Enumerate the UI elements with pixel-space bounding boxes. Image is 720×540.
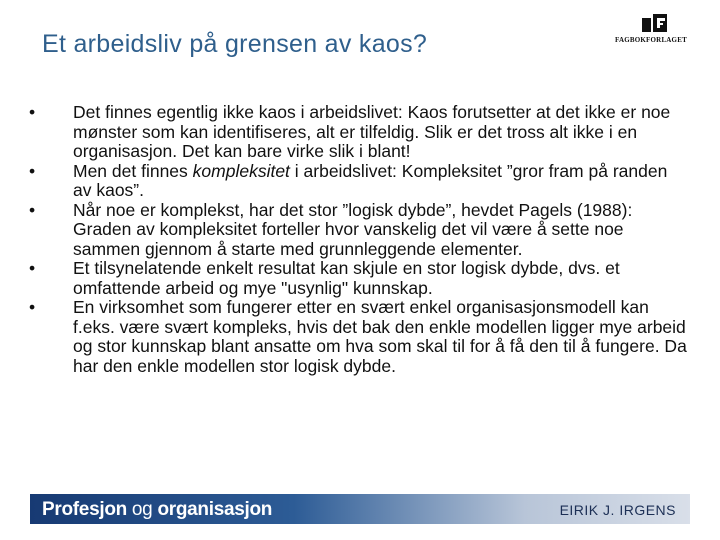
- bullet-emphasis: kompleksitet: [192, 160, 290, 181]
- logo-mark-icon: [642, 14, 668, 34]
- logo-text: FAGBOKFORLAGET: [615, 36, 687, 44]
- bullet-item: [29, 298, 689, 376]
- bullet-dot-icon: •: [29, 102, 36, 122]
- bullet-text: Men det finnes: [73, 160, 193, 181]
- footer-banner: [30, 494, 690, 524]
- footer-title-part: Profesjon: [42, 499, 127, 520]
- bullet-text: i arbeidslivet: Kompleksitet ”gror fram på randen av kaos”.: [73, 160, 668, 200]
- bullet-text: Det finnes egentlig ikke kaos i arbeidslivet: Kaos forutsetter at det ikke er noe mønster som kan identifiseres, alt er tilfeldig. Slik er det tross alt ikke i en organisasjon. Det kan bare virke slik i blant!: [73, 102, 671, 161]
- bullet-item: [29, 162, 689, 201]
- bullet-text: Når noe er komplekst, har det stor ”logisk dybde”, hevdet Pagels (1988): Graden av kompleksitet forteller hvor vanskelig det vil være å sette noe sammen gjennom å starte med grunnleggende elementer.: [73, 199, 633, 259]
- footer-course-title: [42, 499, 272, 521]
- bullet-dot-icon: •: [29, 297, 36, 317]
- footer-author: EIRIK J. IRGENS: [559, 502, 676, 518]
- bullet-item: [29, 201, 689, 260]
- bullet-dot-icon: •: [29, 199, 36, 220]
- slide-title: Et arbeidsliv på grensen av kaos?: [42, 30, 428, 58]
- bullet-dot-icon: •: [29, 160, 36, 181]
- publisher-logo: [614, 14, 688, 52]
- bullet-text: En virksomhet som fungerer etter en svært enkel organisasjonsmodell kan f.eks. være svært kompleks, hvis det bak den enkle modellen ligger mye arbeid og stor kunnskap blant ansatte om hva som skal til for å få den til å fungere. Da har den enkle modellen stor logisk dybde.: [73, 297, 687, 376]
- footer-title-part: organisasjon: [157, 499, 273, 520]
- bullet-dot-icon: •: [29, 258, 36, 278]
- bullet-list: [29, 103, 689, 376]
- footer-title-part: og: [126, 499, 158, 520]
- bullet-text: Et tilsynelatende enkelt resultat kan skjule en stor logisk dybde, dvs. et omfattende arbeid og mye "usynlig" kunnskap.: [73, 258, 620, 298]
- bullet-item: [29, 259, 689, 298]
- bullet-item: [29, 103, 689, 162]
